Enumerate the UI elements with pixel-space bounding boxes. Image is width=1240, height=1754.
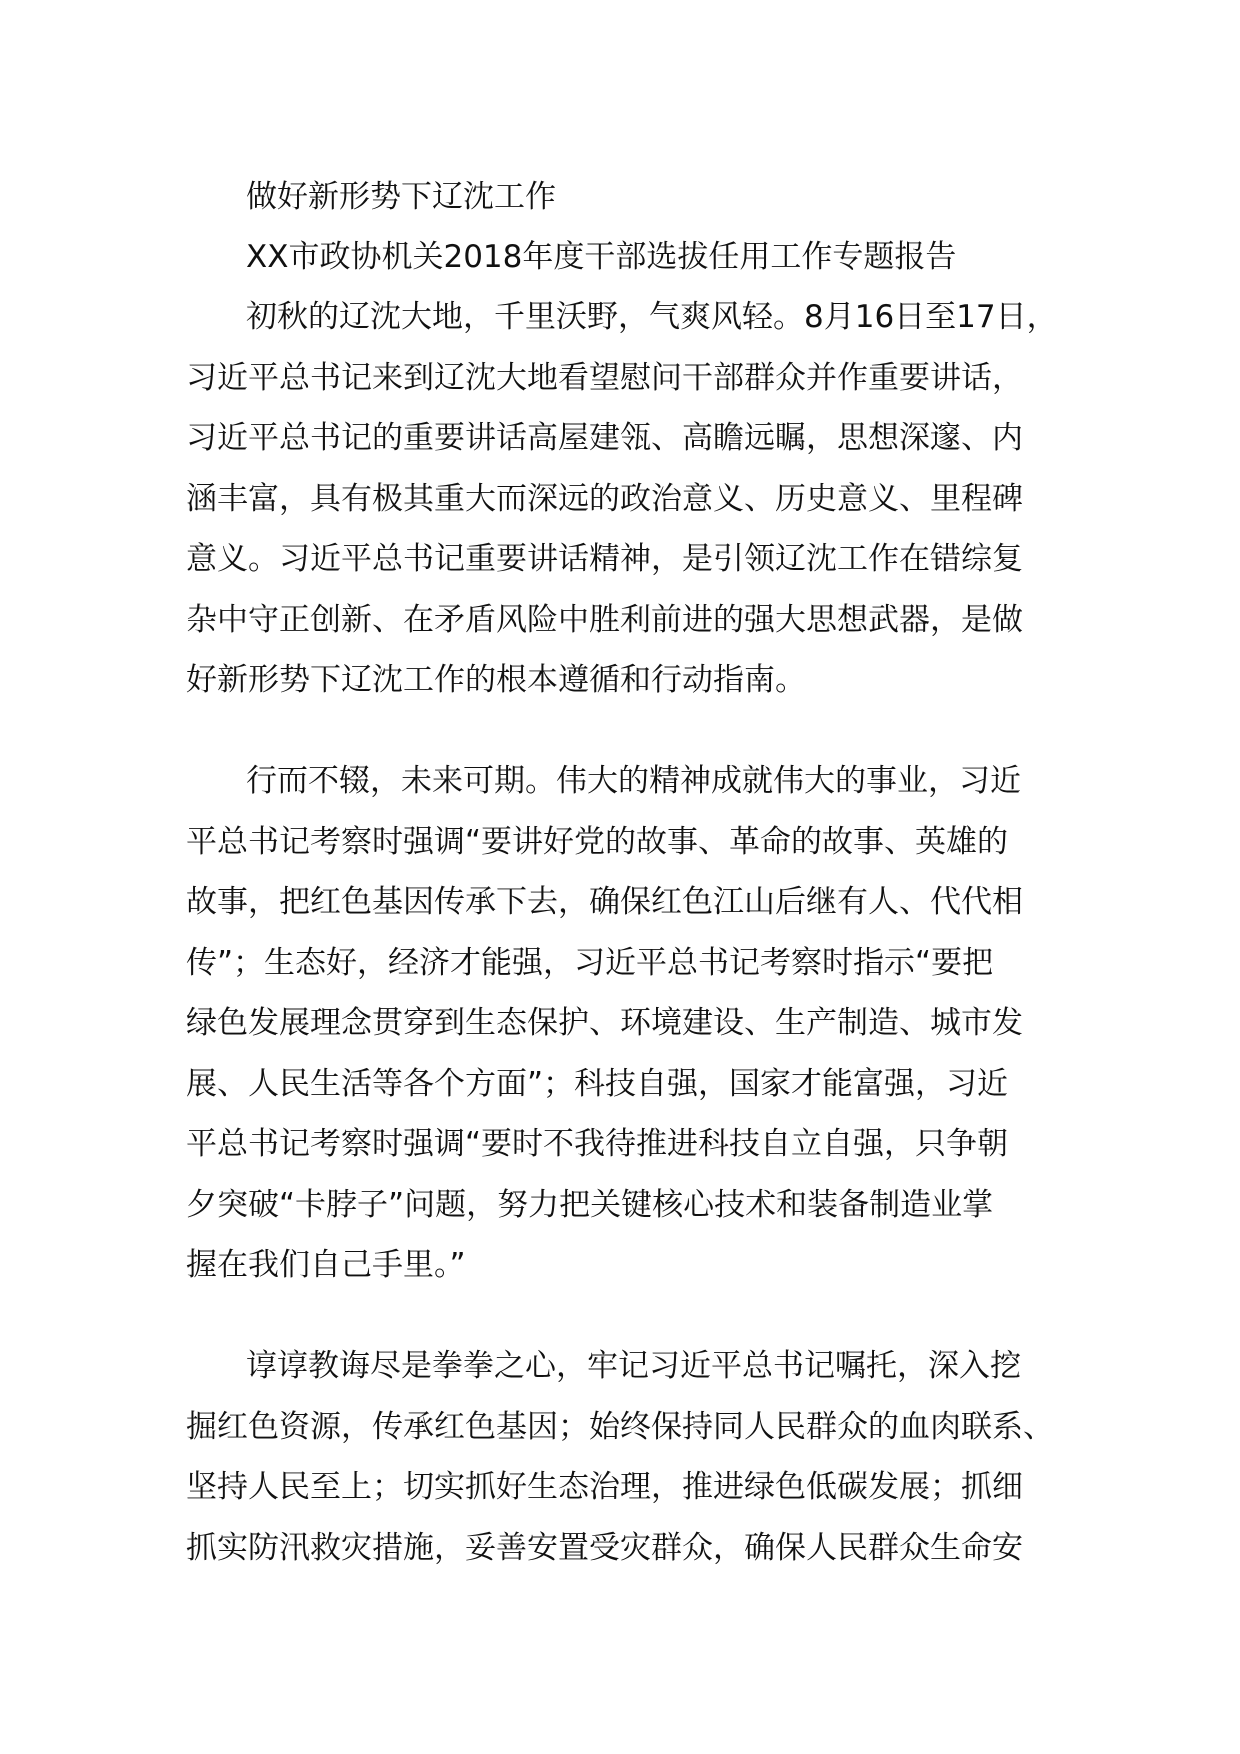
paragraph-3-line-3: 坚持人民至上；切实抓好生态治理，推进绿色低碳发展；抓细 (186, 1469, 1023, 1505)
paragraph-1-line-4: 涵丰富，具有极其重大而深远的政治意义、历史意义、里程碑 (186, 481, 1023, 517)
paragraph-2-line-2: 平总书记考察时强调“要讲好党的故事、革命的故事、英雄的 (186, 824, 1009, 860)
paragraph-2-line-3: 故事，把红色基因传承下去，确保红色江山后继有人、代代相 (186, 884, 1023, 920)
paragraph-2-line-8: 夕突破“卡脖子”问题，努力把关键核心技术和装备制造业掌 (186, 1187, 994, 1223)
paragraph-2-line-6: 展、人民生活等各个方面”；科技自强，国家才能富强，习近 (186, 1066, 1009, 1102)
document-title: 做好新形势下辽沈工作 (246, 179, 556, 215)
paragraph-2-line-9: 握在我们自己手里。” (186, 1247, 466, 1283)
paragraph-2-line-7: 平总书记考察时强调“要时不我待推进科技自立自强，只争朝 (186, 1126, 1009, 1162)
paragraph-1-line-6: 杂中守正创新、在矛盾风险中胜利前进的强大思想武器，是做 (186, 602, 1023, 638)
paragraph-2-line-5: 绿色发展理念贯穿到生态保护、环境建设、生产制造、城市发 (186, 1005, 1023, 1041)
document-subtitle: XX市政协机关2018年度干部选拔任用工作专题报告 (246, 239, 957, 275)
paragraph-2-line-1: 行而不辍，未来可期。伟大的精神成就伟大的事业，习近 (246, 763, 1021, 799)
paragraph-1-line-3: 习近平总书记的重要讲话高屋建瓴、高瞻远瞩，思想深邃、内 (186, 420, 1023, 456)
paragraph-1-line-7: 好新形势下辽沈工作的根本遵循和行动指南。 (186, 662, 806, 698)
paragraph-1-line-1: 初秋的辽沈大地，千里沃野，气爽风轻。8月16日至17日， (246, 299, 1058, 335)
paragraph-3-line-2: 掘红色资源，传承红色基因；始终保持同人民群众的血肉联系、 (186, 1409, 1054, 1445)
paragraph-1-line-2: 习近平总书记来到辽沈大地看望慰问干部群众并作重要讲话， (186, 360, 1023, 396)
paragraph-3-line-1: 谆谆教诲尽是拳拳之心，牢记习近平总书记嘱托，深入挖 (246, 1348, 1021, 1384)
paragraph-3-line-4: 抓实防汛救灾措施，妥善安置受灾群众，确保人民群众生命安 (186, 1530, 1023, 1566)
paragraph-1-line-5: 意义。习近平总书记重要讲话精神，是引领辽沈工作在错综复 (186, 541, 1023, 577)
paragraph-2-line-4: 传”；生态好，经济才能强，习近平总书记考察时指示“要把 (186, 945, 994, 981)
